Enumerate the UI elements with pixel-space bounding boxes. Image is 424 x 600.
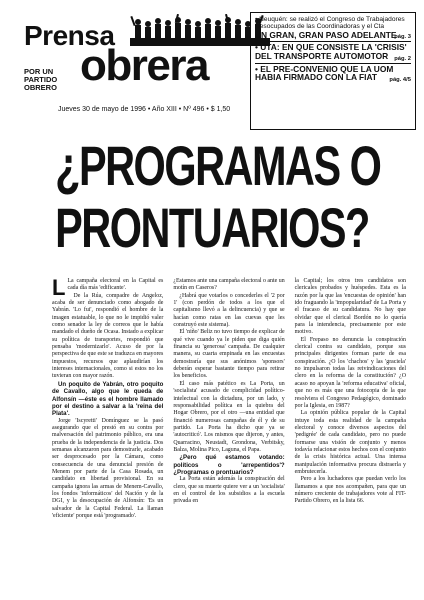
teaser-headline: • EL PRE-CONVENIO QUE LA UOM HABIA FIRMADO CON LA FIAT [255, 63, 394, 83]
article-paragraph: La Porta están además la conspiración del clero, que su muerte quiere ver a un 'socialista' en el control de los subsidios a la escuela privada en [173, 476, 285, 505]
article-paragraph: la Capital; los otros tres candidatos son clericales probados y huéspedes. Esta es la razón por la que las 'encuestas de opinión' han ido fraguando la 'impopularidad' de La Porta y el fracaso de su candidatura. No hay que olvidar que el clerical Bordón no lo quería para la intendencia, precisamente por este motivo. [294, 278, 406, 336]
masthead-name-bottom: obrera [80, 41, 208, 90]
dateline: Jueves 30 de mayo de 1996 • Año XIII • Nº 496 • $ 1,50 [58, 106, 231, 113]
teaser-page: pág. 4/5 [389, 76, 411, 83]
masthead-name-top: Prensa [24, 20, 115, 51]
teaser-headline: UN GRAN, GRAN PASO ADELANTE [255, 29, 397, 40]
headline-line-1: ¿PROGRAMAS O [55, 134, 381, 197]
article-paragraph: De la Rúa, compadre de Angeloz, acaba de ser denunciado como abogado de Yabrán. 'Lo fui', respondió el hombre de la imagen estatuable, lo que no le impidió valer como senador la ley de correos que le había mandado el dueño de Ocasa. Instado a explicar su política de transportes, respondió que pensaba 'modernizarlo'. Acuso de por la perspectiva de que este se traduzca en mayores impuestos, recursos que aplaudirían los intereses internacionales, como si estos no los tuvieran con mayor razón. [52, 292, 164, 380]
teaser-headline: • UTA: EN QUE CONSISTE LA 'CRISIS' DEL TRANSPORTE AUTOMOTOR [255, 42, 407, 61]
article-paragraph [52, 275, 164, 300]
teaser-page: pág. 2 [394, 55, 411, 62]
article-paragraph-bold: ¿Pero qué estamos votando: políticos o 'arrepentidos'? ¿Programas o prontuarios? [173, 454, 285, 476]
article-paragraph: La opinión pública popular de la Capital intuye toda esta realidad de la campaña electoral y conoce diversos aspectos del 'pedigrée' de cada candidato, pero no puede formarse una visión de conjunto y menos todavía relacionar estos hechos con el conjunto de la crisis histórica actual. Una intensa manipulación informativa procura distraerla y embrutecerla. [294, 410, 406, 475]
tagline [24, 68, 57, 93]
paragraph-text: La campaña electoral en la Capital es cada día más 'edificante'. [67, 278, 164, 292]
teaser-page: pág. 3 [394, 34, 411, 41]
main-headline [0, 135, 424, 265]
article-paragraph: ¿Habrá que votarlos o concederles el '2 por 1' (con perdón de todos a los que el capitalismo llevó a la delincuencia) y que se hacían como ratas en las cuevas que les construyó este sistema). [173, 292, 285, 329]
article-paragraph: Jorge 'Iscyretti' Domínguez se la pasó asegurando que el prestó en su contra por malversación del patrimonio público, era una prueba de la independencia de la justicia. Dos semanas alcanzaron para demostrarle, acabado ser desprocesado por la Cámara, como consecuencia de una denuncial presión de Menem por parte de la Casa Rosada, un candidato en libertad provisional. En su campaña ignora las armas de Menem-Cavallo, los fondos 'informáticos' del Nación y de la DGI, y la desocupación de Alfonsín: 'Es un salvador de la Capital Federal. La llaman 'eficiente' porque está 'programado'. [52, 417, 164, 519]
teaser-item[interactable] [255, 15, 411, 42]
teaser-box [250, 12, 416, 130]
article-paragraph: El Frepaso no denuncia la conspiración clerical contra su candidato, porque sus principales dirigentes forman parte de esa conspiración. ¿O los 'chachos' y las 'graciela' no impulsaron todas las reivindicaciones del clero en la reforma de la constitución? ¿O acaso no apoyan la 'reforma educativa' oficial, que no es más que una fotocopia de la que resolviera el Congreso Pedagógico, dominado por la Iglesia, en 1987? [294, 336, 406, 409]
tagline-line: OBRERO [24, 83, 57, 93]
article-paragraph: El caso más patético es La Porta, un 'socialista' acusado de complicidad político-intelectual con la dictadura, por un lado, y responsabilidad política en la quiebra del Hogar Obrero, por el otro —una entidad que financió numerosas campañas de él y de su partido. La Porta ha dicho que ya se 'autocriticó'. Los mismos que dijeron, y antes, Quarracino, Neustadt, Grondona, Verbitsky, Balza, Molina Pico, Laguna, el Papa. [173, 380, 285, 453]
dropcap: L [52, 275, 66, 300]
tagline-line: POR UN [24, 67, 54, 76]
teaser-kicker: • Neuquén: se realizó el Congreso de Trabajadores Desocupados de las Coordinadoras y el Cta [255, 16, 405, 31]
logo [22, 14, 242, 96]
article-paragraph: El 'niño' Beliz no tuvo tiempo de explicar de qué vive cuando ya le piden que diga quién financia su 'generosa' campaña. De cualquier manera, su cuarta empinada en las encuestas demostraría que sus anónimos 'sponsors' deberán esperar bastante tiempo para retirar los beneficios. [173, 329, 285, 380]
teaser-item[interactable] [255, 42, 411, 63]
headline-line-2: PRONTUARIOS? [55, 196, 369, 259]
article-paragraph: ¿Estamos ante una campaña electoral o ante un motín en Caseros? [173, 278, 285, 292]
teaser-item[interactable] [255, 64, 411, 84]
article-column-1 [52, 275, 164, 596]
article-column-3 [295, 278, 406, 596]
article-paragraph: Pero a los luchadores que puedan verlo los llamamos a que nos acompañen, para que un número creciente de trabajadores vote al FIT-Partido Obrero, en la lista 66. [294, 476, 406, 505]
article-body [52, 275, 406, 596]
tagline-line: PARTIDO [24, 75, 58, 85]
article-column-2 [173, 278, 284, 596]
article-paragraph-bold: Un poquito de Yabrán, otro poquito de Cavallo, algo que le queda de Alfonsín —éste es el hombre llamado por el destino a salvar a la 'reina del Plata'. [52, 380, 164, 418]
